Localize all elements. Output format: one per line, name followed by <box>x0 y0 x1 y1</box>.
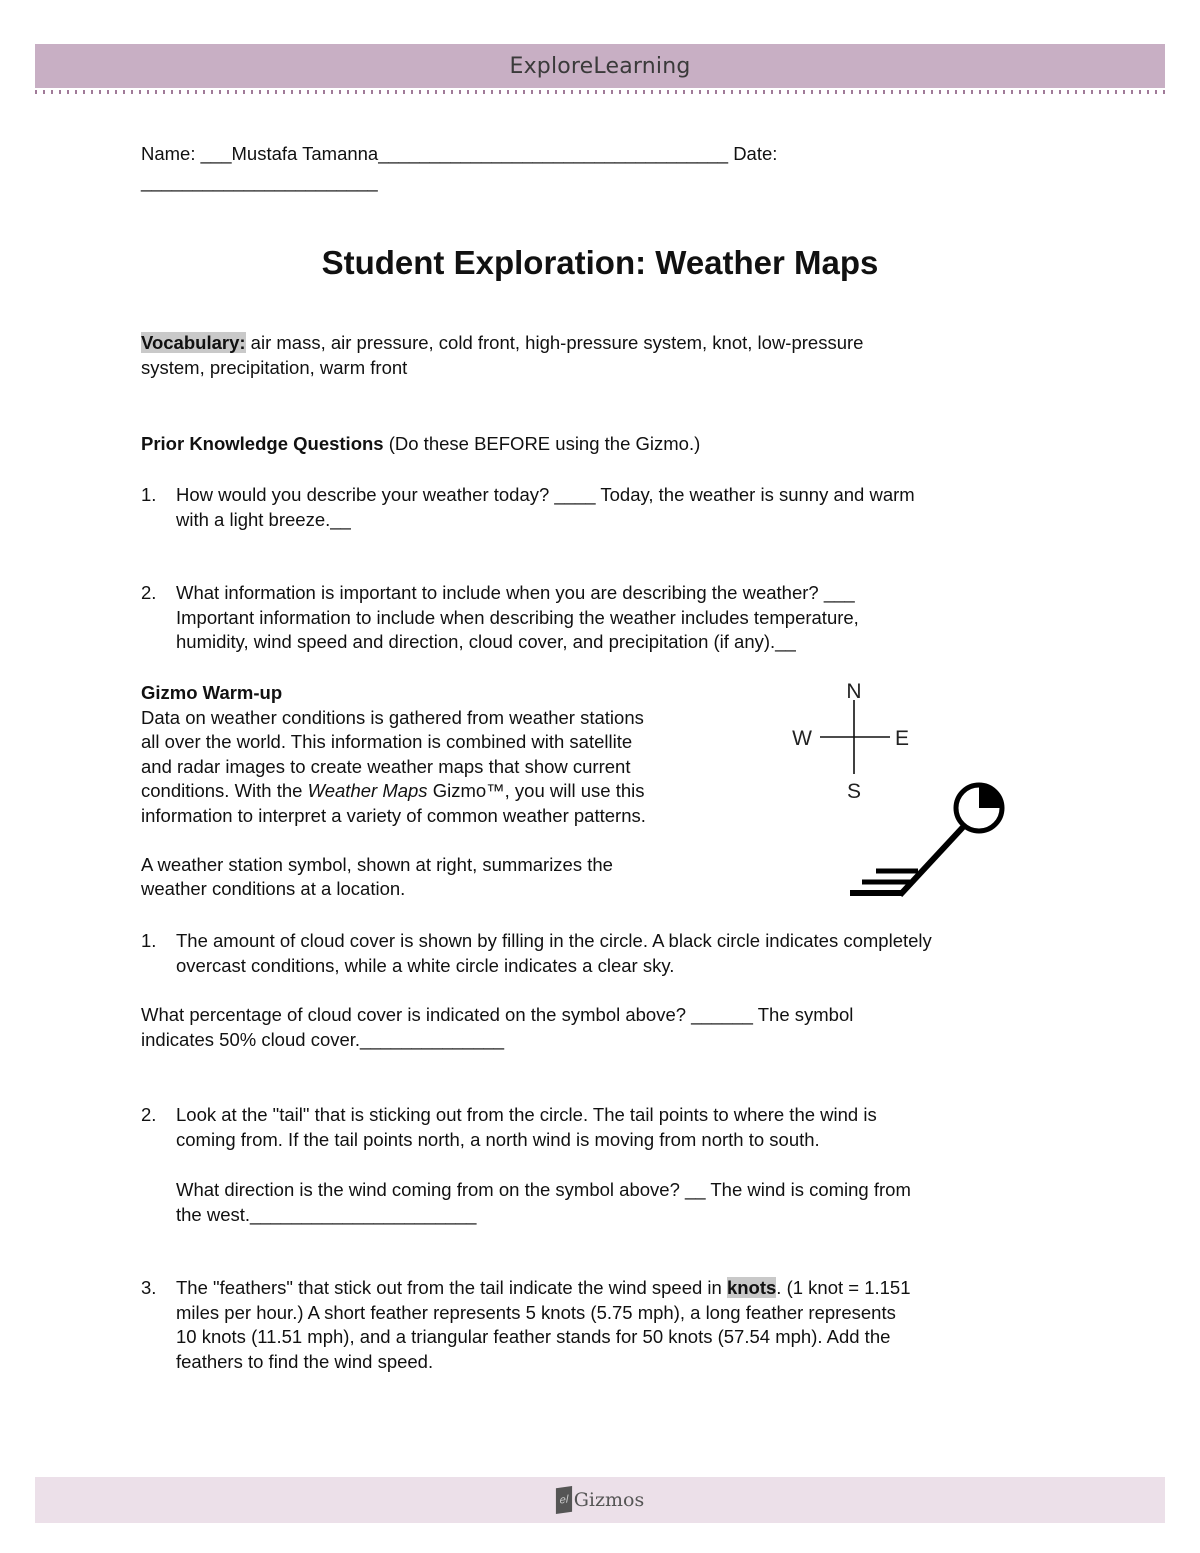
gizmos-mark-icon: el <box>556 1486 572 1514</box>
question-line: coming from. If the tail points north, a north wind is moving from north to south. <box>176 1128 820 1150</box>
warmup-section <box>141 681 761 902</box>
question-number: 2. <box>141 582 157 603</box>
answer-line[interactable]: the west.______________________ <box>176 1203 477 1225</box>
question-line: feathers to find the wind speed. <box>176 1350 434 1372</box>
header-dotted-divider <box>35 90 1165 94</box>
question-number: 1. <box>141 930 157 951</box>
footer-band <box>35 1477 1165 1523</box>
warmup-question-1 <box>141 929 1061 978</box>
answer-line[interactable]: with a light breeze.__ <box>176 508 351 530</box>
vocabulary-terms-1: air mass, air pressure, cold front, high-pressure system, knot, low-pressure <box>245 332 864 353</box>
prior-knowledge-heading <box>141 432 700 457</box>
name-line <box>141 142 777 167</box>
answer-line[interactable]: Important information to include when describing the weather includes temperature, <box>176 606 859 628</box>
warmup-text: all over the world. This information is combined with satellite <box>141 731 633 752</box>
answer-line[interactable]: humidity, wind speed and direction, cloud cover, and precipitation (if any).__ <box>176 631 796 652</box>
question-line: How would you describe your weather today? ____ Today, the weather is sunny and warm <box>176 484 915 505</box>
prior-question-1 <box>141 483 1061 532</box>
knots-highlight: knots <box>726 1277 777 1298</box>
warmup-text: conditions. With the Weather Maps Gizmo™, you will use this <box>141 780 645 801</box>
vocabulary-terms-2: system, precipitation, warm front <box>141 357 408 378</box>
prior-question-2 <box>141 581 1061 655</box>
date-label: Date: <box>733 143 778 164</box>
warmup-question-3 <box>141 1276 1061 1374</box>
question-number: 3. <box>141 1277 157 1298</box>
question-line: 10 knots (11.51 mph), and a triangular feather stands for 50 knots (57.54 mph). Add the <box>176 1326 891 1347</box>
gizmo-name: Weather Maps <box>307 780 428 801</box>
compass-e: E <box>894 727 910 750</box>
header-band <box>35 44 1165 88</box>
compass-n: N <box>846 680 862 703</box>
warmup-text: information to interpret a variety of common weather patterns. <box>141 804 646 826</box>
prior-knowledge-title: Prior Knowledge Questions <box>141 433 384 454</box>
vocabulary-line-1 <box>141 331 863 356</box>
warmup-text: weather conditions at a location. <box>141 878 406 899</box>
gizmos-logo-text: Gizmos <box>573 1489 645 1511</box>
date-field[interactable]: _______________________ <box>141 171 378 192</box>
weather-station-symbol-icon <box>840 780 1010 905</box>
compass-s: S <box>846 780 862 803</box>
explorelearning-logo: ExploreLearning <box>509 53 691 79</box>
warmup-question-1-prompt <box>141 1003 853 1052</box>
question-line: What information is important to include when you are describing the weather? ___ <box>176 582 855 603</box>
question-line: miles per hour.) A short feather represents 5 knots (5.75 mph), a long feather represents <box>176 1301 896 1323</box>
prior-knowledge-subtitle: (Do these BEFORE using the Gizmo.) <box>383 433 701 454</box>
name-field[interactable]: ___Mustafa Tamanna__________________________________ <box>200 143 729 164</box>
answer-line[interactable]: indicates 50% cloud cover.______________ <box>141 1028 505 1050</box>
question-number: 1. <box>141 484 157 505</box>
name-label: Name: <box>141 143 196 164</box>
prompt-line[interactable]: What direction is the wind coming from on the symbol above? __ The wind is coming from <box>176 1179 911 1200</box>
warmup-text: A weather station symbol, shown at right, summarizes the <box>141 853 613 875</box>
warmup-question-2 <box>141 1103 1061 1227</box>
warmup-heading: Gizmo Warm-up <box>141 682 283 703</box>
vocabulary-label: Vocabulary: <box>141 332 246 353</box>
question-line: The amount of cloud cover is shown by filling in the circle. A black circle indicates completely <box>176 930 932 951</box>
page-title: Student Exploration: Weather Maps <box>321 244 879 281</box>
question-line: Look at the "tail" that is sticking out from the circle. The tail points to where the wind is <box>176 1104 877 1125</box>
warmup-text: Data on weather conditions is gathered from weather stations <box>141 706 644 728</box>
compass-w: W <box>792 727 812 750</box>
warmup-text: and radar images to create weather maps that show current <box>141 755 631 777</box>
question-line: The "feathers" that stick out from the tail indicate the wind speed in knots. (1 knot = 1.151 <box>176 1277 911 1298</box>
prompt-line[interactable]: What percentage of cloud cover is indicated on the symbol above? ______ The symbol <box>141 1004 854 1025</box>
question-line: overcast conditions, while a white circle indicates a clear sky. <box>176 954 675 976</box>
gizmos-logo <box>556 1487 644 1513</box>
question-number: 2. <box>141 1104 157 1125</box>
